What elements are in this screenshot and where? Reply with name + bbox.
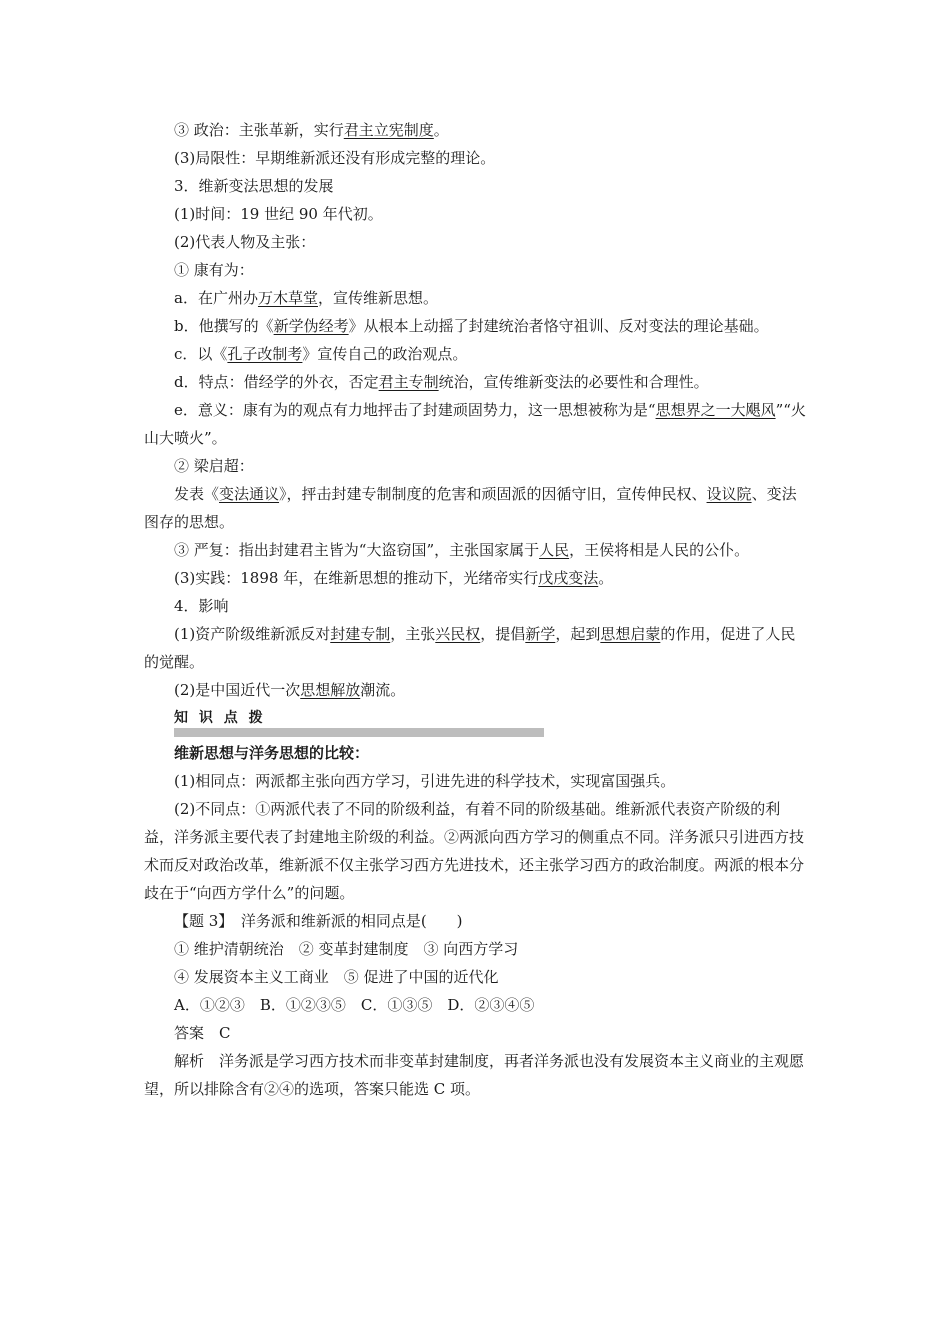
text: b．他撰写的《 [174,317,274,335]
text: e．意义：康有为的观点有力地抨击了封建顽固势力，这一思想被称为是“ [174,401,656,419]
text: (2)是中国近代一次 [174,681,301,699]
text: 。 [433,121,449,139]
question-choices: A．①②③ B．①②③⑤ C．①③⑤ D．②③④⑤ [174,996,535,1014]
text: ，起到 [555,625,601,643]
text: ”“火山大喷火”。 [144,401,806,447]
para-yan [144,536,808,564]
question-options-1: ① 维护清朝统治 ② 变革封建制度 ③ 向西方学习 [174,940,519,958]
text: c．以《 [174,345,228,363]
key-term: 新学伪经考 [273,317,349,335]
key-term: 封建专制 [330,625,391,643]
key-term: 人民 [539,541,570,559]
para-d [144,368,808,396]
question-options-2: ④ 发展资本主义工商业 ⑤ 促进了中国的近代化 [174,968,499,986]
tip-diff: (2)不同点：①两派代表了不同的阶级利益，有着不同的阶级基础。维新派代表资产阶级的利益，洋务派主要代表了封建地主阶级的利益。②两派向西方学习的侧重点不同。洋务派只引进西方技术而反对政治改革，维新派不仅主张学习西方先进技术，还主张学习西方的政治制度。两派的根本分歧在于“向西方学什么”的问题。 [144,800,805,902]
text: (1)资产阶级维新派反对 [174,625,331,643]
document-body [144,116,808,1103]
question-label: 【题 3】 [174,912,226,930]
section-heading-3: 3．维新变法思想的发展 [174,177,334,195]
para-limitation: (3)局限性：早期维新派还没有形成完整的理论。 [174,149,496,167]
answer [144,1019,808,1047]
text: ，宣传维新思想。 [317,289,438,307]
text: 发表《 [174,485,220,503]
para-kang: ① 康有为： [174,261,254,279]
text: 洋务派和维新派的相同点是( ) [240,912,463,930]
question-stem [144,907,808,935]
para-influence-2 [144,676,808,704]
text: 潮流。 [360,681,406,699]
key-term: 戊戌变法 [538,569,599,587]
para-c [144,340,808,368]
text: a．在广州办 [174,289,258,307]
key-term: 君主立宪制度 [343,121,434,139]
text: 的作用，促进了人民的觉醒。 [144,625,796,671]
text: 洋务派是学习西方技术而非变革封建制度，再者洋务派也没有发展资本主义商业的主观愿望，所以排除含有②④的选项，答案只能选 C 项。 [144,1052,805,1098]
key-term: 兴民权 [435,625,481,643]
text: ，主张 [390,625,436,643]
para-influence-1 [144,620,808,676]
para-liang-detail [144,480,808,536]
text: 》从根本上动摇了封建统治者恪守祖训、反对变法的理论基础。 [348,317,769,335]
text: ，提倡 [480,625,526,643]
key-term: 思想界之一大飓风 [655,401,776,419]
key-term: 君主专制 [378,373,439,391]
text: 、变法图存的思想。 [144,485,797,531]
para-figures: (2)代表人物及主张： [174,233,316,251]
key-term: 思想启蒙 [600,625,661,643]
key-term: 孔子改制考 [227,345,303,363]
section-heading-4: 4．影响 [174,597,229,615]
text: 》宣传自己的政治观点。 [302,345,468,363]
tip-heading: 知 识 点 拨 [174,710,266,726]
text: ③ 严复：指出封建君主皆为“大盗窃国”，主张国家属于 [174,541,540,559]
text: d．特点：借经学的外衣，否定 [174,373,379,391]
analysis-label: 解析 [174,1052,205,1070]
key-term: 新学 [525,625,556,643]
answer-value: C [219,1024,231,1042]
key-term: 设议院 [706,485,752,503]
text: (3)实践：1898 年，在维新思想的推动下，光绪帝实行 [174,569,539,587]
text: ③ 政治：主张革新，实行 [174,121,344,139]
para-time: (1)时间：19 世纪 90 年代初。 [174,205,383,223]
text: ，王侯将相是人民的公仆。 [569,541,750,559]
tip-divider-bar [174,728,544,737]
text: 》，抨击封建专制制度的危害和顽固派的因循守旧，宣传伸民权、 [279,485,707,503]
answer-label: 答案 [174,1024,205,1042]
text: 。 [598,569,614,587]
para-e [144,396,808,452]
para-liang: ② 梁启超： [174,457,254,475]
tip-same: (1)相同点：两派都主张向西方学习，引进先进的科学技术，实现富国强兵。 [174,772,676,790]
para-politics [144,116,808,144]
key-term: 万木草堂 [257,289,318,307]
text: 统治，宣传维新变法的必要性和合理性。 [438,373,709,391]
para-a [144,284,808,312]
para-practice [144,564,808,592]
tip-title: 维新思想与洋务思想的比较： [174,744,370,762]
analysis [144,1047,808,1103]
key-term: 思想解放 [300,681,361,699]
para-b [144,312,808,340]
key-term: 变法通议 [219,485,280,503]
